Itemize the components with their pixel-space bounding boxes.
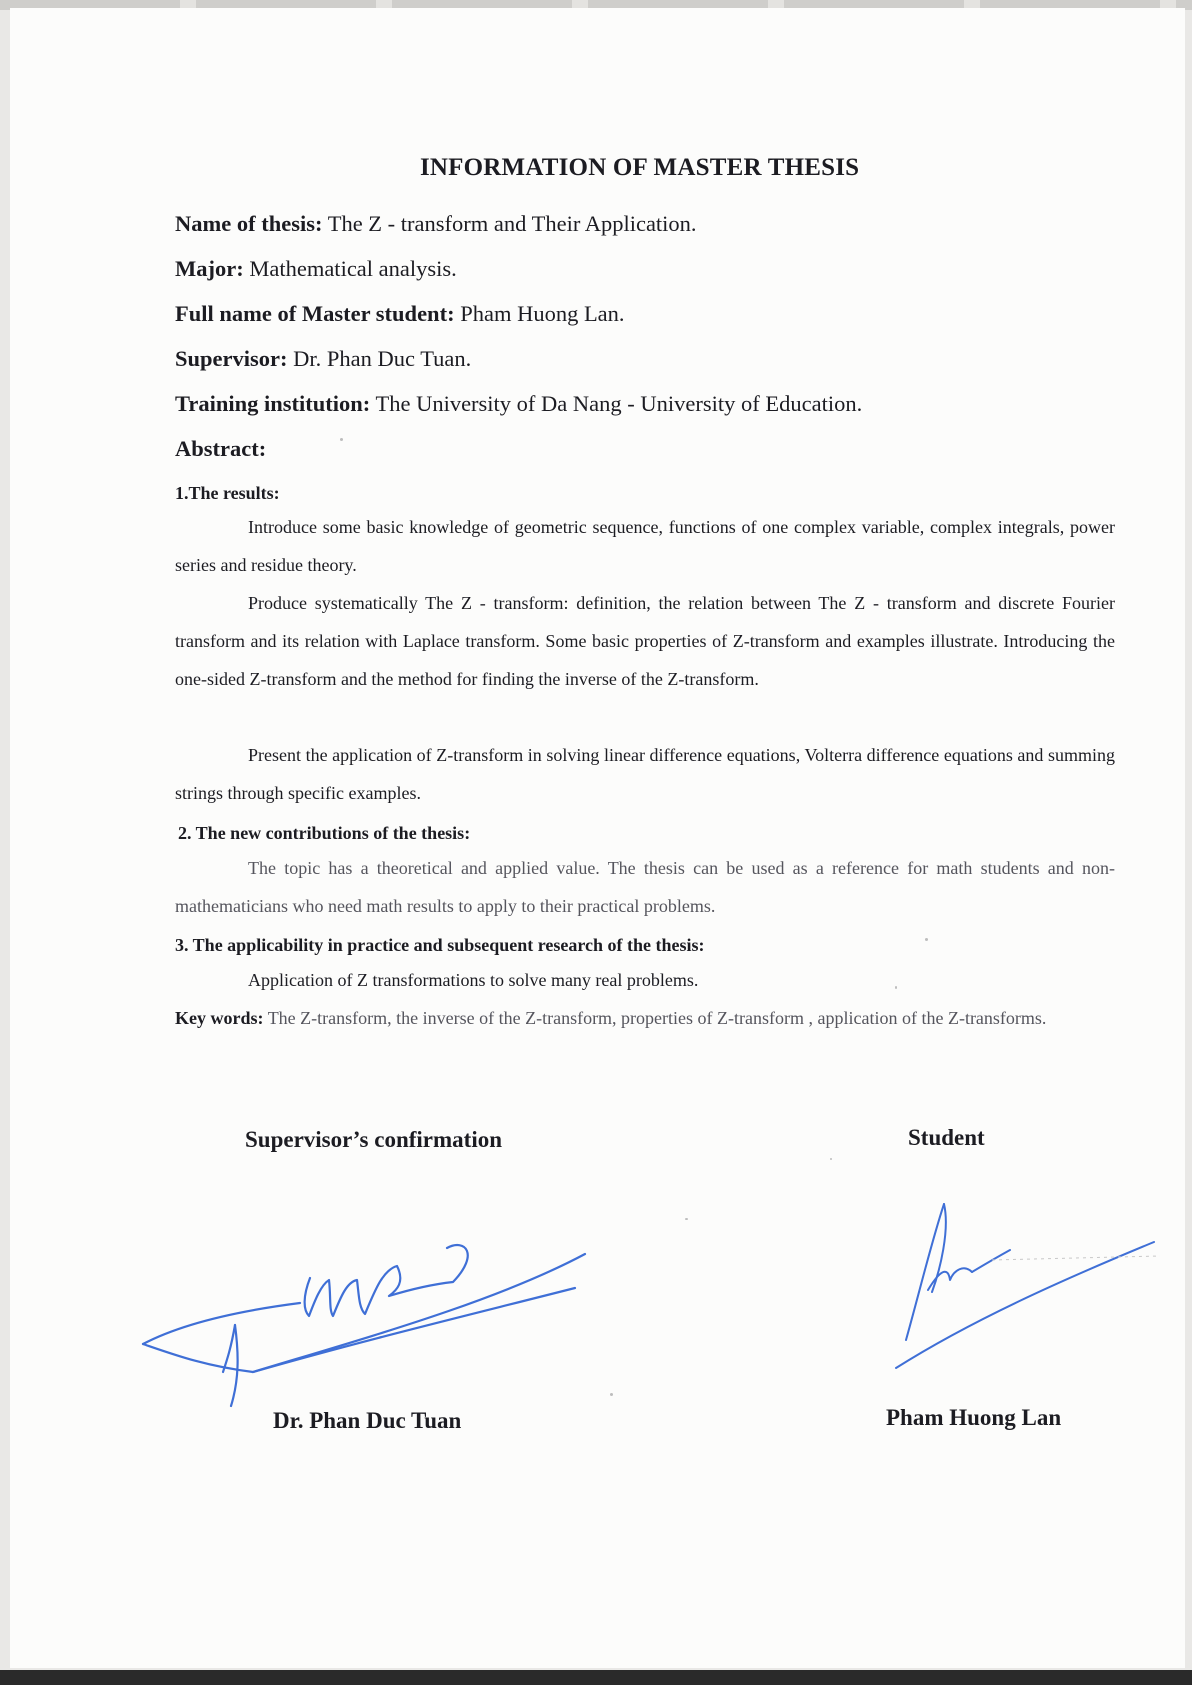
supervisor-signature xyxy=(135,1230,595,1420)
student-line xyxy=(175,301,625,327)
thesis-name-line xyxy=(175,211,697,237)
institution-line xyxy=(175,391,862,417)
contributions-heading: 2. The new contributions of the thesis: xyxy=(178,823,471,843)
student-value: Pham Huong Lan. xyxy=(460,301,625,326)
applicability-heading: 3. The applicability in practice and subsequent research of the thesis: xyxy=(175,935,705,955)
scan-speck xyxy=(925,938,928,941)
results-heading: 1.The results: xyxy=(175,483,280,503)
keywords-label: Key words: xyxy=(175,1008,264,1028)
scan-speck xyxy=(340,438,343,441)
supervisor-value: Dr. Phan Duc Tuan. xyxy=(293,346,472,371)
results-paragraph-1-text: Introduce some basic knowledge of geometric sequence, functions of one complex variable, complex integrals, power series and residue theory. xyxy=(175,517,1115,575)
student-signature xyxy=(892,1200,1162,1380)
supervisor-name: Dr. Phan Duc Tuan xyxy=(273,1408,462,1433)
institution-label: Training institution: xyxy=(175,391,371,416)
scan-speck xyxy=(830,1158,832,1160)
major-label: Major: xyxy=(175,256,244,281)
scan-speck xyxy=(610,1393,613,1396)
results-paragraph-3-text: Present the application of Z-transform in solving linear difference equations, Volterra difference equations and summing strings through specific examples. xyxy=(175,745,1115,803)
major-line xyxy=(175,256,457,282)
institution-value: The University of Da Nang - University of Education. xyxy=(375,391,863,416)
scan-speck xyxy=(895,986,897,989)
student-name: Pham Huong Lan xyxy=(886,1405,1062,1430)
page-title: INFORMATION OF MASTER THESIS xyxy=(420,154,860,181)
scan-bottom-edge xyxy=(0,1670,1192,1685)
results-paragraph-1 xyxy=(175,508,1115,584)
results-paragraph-2-text: Produce systematically The Z - transform: definition, the relation between The Z - transform and discrete Fourier transform and its relation with Laplace transform. Some basic properties of Z-transform and examples illustrate. Introducing the one-sided Z-transform and the method for finding the inverse of the Z-transform. xyxy=(175,593,1115,689)
applicability-paragraph-text: Application of Z transformations to solve many real problems. xyxy=(248,970,699,990)
supervisor-confirmation-heading: Supervisor’s confirmation xyxy=(245,1127,503,1152)
contributions-paragraph xyxy=(175,849,1115,925)
student-label: Full name of Master student: xyxy=(175,301,455,326)
scan-speck xyxy=(685,1218,688,1220)
major-value: Mathematical analysis. xyxy=(249,256,457,281)
thesis-name-value: The Z - transform and Their Application. xyxy=(327,211,697,236)
supervisor-label: Supervisor: xyxy=(175,346,288,371)
document-page xyxy=(10,8,1185,1668)
results-paragraph-2 xyxy=(175,584,1115,698)
supervisor-line xyxy=(175,346,471,372)
thesis-name-label: Name of thesis: xyxy=(175,211,323,236)
abstract-label: Abstract: xyxy=(175,436,267,461)
results-paragraph-3 xyxy=(175,736,1115,812)
abstract-line xyxy=(175,436,266,462)
applicability-paragraph xyxy=(175,961,1115,999)
contributions-paragraph-text: The topic has a theoretical and applied value. The thesis can be used as a reference for math students and non-mathematicians who need math results to apply to their practical problems. xyxy=(175,858,1115,916)
student-heading: Student xyxy=(908,1125,985,1150)
keywords-paragraph xyxy=(175,999,1115,1037)
keywords-value: The Z-transform, the inverse of the Z-transform, properties of Z-transform , application of the Z-transforms. xyxy=(267,1008,1047,1028)
